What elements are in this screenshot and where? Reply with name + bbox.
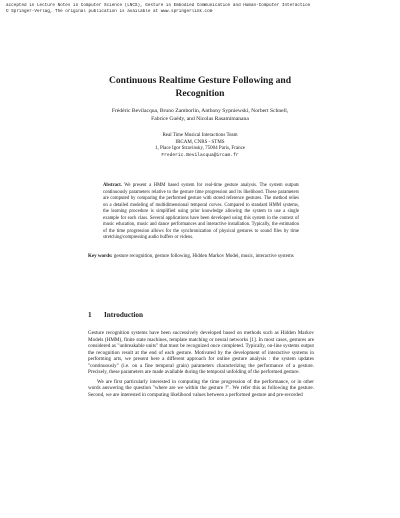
notice-line-1: accepted in Lecture Notes in Computer Science (LNCS), Gesture in Embodied Communication and Human-Computer Interaction <box>6 3 311 8</box>
affiliation-address: 1, Place Igor Stravinsky, 75004 Paris, France <box>154 146 246 152</box>
keywords-text: gesture recognition, gesture following, Hidden Markov Model, music, interactive systems <box>113 254 294 259</box>
abstract-text: We present a HMM based system for real-time gesture analysis. The system outputs continuously parameters relative to the gesture time progression and its likelihood. These parameters are computed by comparing the performed gesture with stored reference gestures. The method relies on a detailed modeling of multidimensional temporal curves. Compared to standard HMM systems, the learning procedure is simplified using prior knowledge allowing the system to use a single example for each class. Several applications have been developed using this system in the context of music education, music and dance performances and interactive installation. Typically, the estimation of the time progression allows for the synchronization of physical gestures to sound files by time stretching/compressing audio buffers or videos. <box>103 183 299 240</box>
paragraph-1: Gesture recognition systems have been successively developed based on methods such as Hidden Markov Models (HMM), finite state machines, template matching or neural networks [1]. In most cases, gestures are considered as "unbreakable units" that must be recognized once completed. Typically, on-line systems output the recognition result at the end of each gesture. Motivated by the development of interactive systems in performing arts, we present here a different approach for online gesture analysis : the system updates "continuously" (i.e. on a fine temporal grain) parameters characterizing the performance of a gesture. Precisely, these parameters are made available during the temporal unfolding of the performed gesture. <box>88 330 314 376</box>
section-number: 1 <box>88 311 92 319</box>
publication-notice <box>6 3 400 15</box>
title-line-1: Continuous Realtime Gesture Following and <box>108 75 292 86</box>
affiliation <box>80 133 320 159</box>
title-line-2: Recognition <box>175 88 225 99</box>
notice-line-2: © Springer-Verlag, The original publication is available at www.springerlink.com <box>6 9 213 14</box>
affiliation-team: Real Time Musical Interactions Team <box>162 133 238 138</box>
section-heading <box>88 311 314 320</box>
author-email[interactable]: Frederic.Bevilacqua@ircam.fr <box>161 152 239 158</box>
keywords <box>88 253 314 260</box>
body-text <box>88 330 314 398</box>
keywords-label: Key words: <box>88 254 113 259</box>
abstract-label: Abstract. <box>103 183 122 188</box>
authors-line-1: Frédéric Bevilacqua, Bruno Zamborlin, Anthony Sypniewski, Norbert Schnell, <box>111 108 289 114</box>
authors-line-2: Fabrice Guédy, and Nicolas Rasamimanana <box>151 115 249 122</box>
paragraph-2: We are first particularly interested in computing the time progression of the performance, or in other words answering the question "where are we within the gesture ?". We refer this as following the gesture. Second, we are interested in computing likelihood values between a performed gesture and pre-recorded <box>88 378 314 398</box>
author-list <box>70 108 330 124</box>
section-title: Introduction <box>104 311 144 319</box>
abstract <box>103 183 299 242</box>
affiliation-lab: IRCAM, CNRS - STMS <box>175 139 225 145</box>
paper-title <box>60 74 340 100</box>
